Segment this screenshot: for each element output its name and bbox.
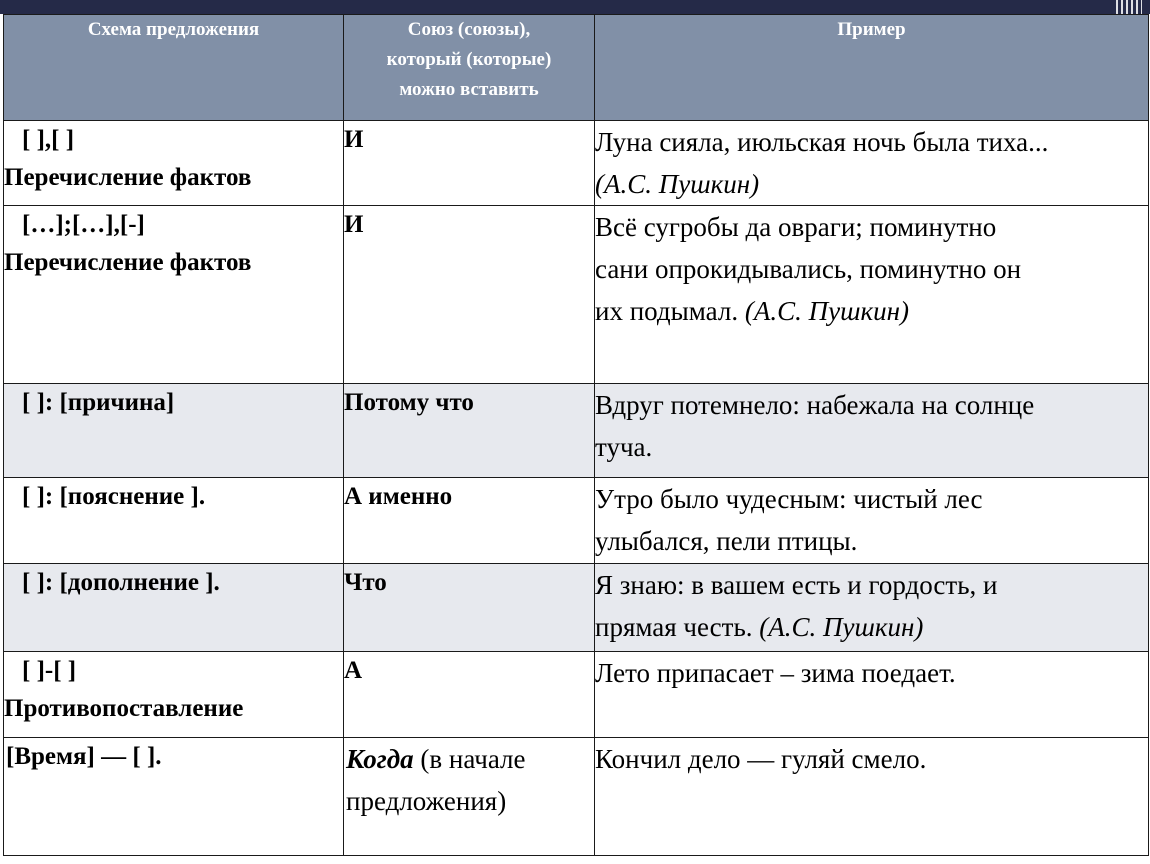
scheme-cell (4, 738, 344, 856)
example-cell (595, 206, 1149, 384)
example-text: их подымал. (595, 296, 745, 326)
table-row (4, 384, 1149, 478)
conjunction: Когда (346, 744, 414, 774)
example-author: (А.С. Пушкин) (744, 296, 909, 326)
conjunction-cell (344, 564, 595, 652)
conjunction: А (344, 657, 363, 684)
example-text: Утро было чудесным: чистый лес (595, 484, 983, 514)
example-text: прямая честь. (595, 612, 760, 642)
example-text: Лето припасает – зима поедает. (595, 658, 956, 688)
conjunction-cell (344, 478, 595, 564)
table-row (4, 564, 1149, 652)
conjunction-note: (в начале (413, 744, 526, 774)
corner-ornament (1116, 0, 1142, 14)
conjunction: И (344, 126, 364, 153)
example-author: (А.С. Пушкин) (759, 612, 924, 642)
example-text: Кончил дело — гуляй смело. (595, 744, 927, 774)
scheme-formula: [Время] — [ ]. (6, 743, 162, 770)
header-scheme: Схема предложения (4, 15, 344, 121)
example-text: Луна сияла, июльская ночь была тиха... (595, 127, 1049, 157)
table-row (4, 738, 1149, 856)
table-row (4, 121, 1149, 206)
conjunction: Потому что (344, 389, 474, 416)
conjunction: И (344, 211, 364, 238)
slide-top-bar (0, 0, 1150, 14)
sentence-schema-table (3, 14, 1149, 856)
scheme-label: Перечисление фактов (4, 164, 252, 191)
example-cell (595, 121, 1149, 206)
scheme-label: Перечисление фактов (4, 249, 252, 276)
conjunction: А именно (344, 483, 453, 510)
conjunction-cell (344, 384, 595, 478)
header-conjunction: Союз (союзы), который (которые) можно вставить (344, 15, 595, 121)
scheme-formula: [ ]-[ ] (22, 657, 77, 684)
scheme-cell (4, 384, 344, 478)
scheme-cell (4, 652, 344, 738)
example-cell (595, 564, 1149, 652)
example-cell (595, 478, 1149, 564)
conjunction-cell (344, 738, 595, 856)
example-text: Вдруг потемнело: набежала на солнце (595, 390, 1035, 420)
example-text: Я знаю: в вашем есть и гордость, и (595, 570, 998, 600)
scheme-formula: [ ],[ ] (22, 126, 75, 153)
example-text: Всё сугробы да овраги; поминутно (595, 212, 997, 242)
example-cell (595, 738, 1149, 856)
table-row (4, 206, 1149, 384)
scheme-cell (4, 121, 344, 206)
conjunction-cell (344, 652, 595, 738)
example-author: (А.С. Пушкин) (595, 169, 760, 199)
scheme-formula: [ ]: [дополнение ]. (22, 569, 220, 596)
scheme-cell (4, 564, 344, 652)
scheme-formula: [ ]: [пояснение ]. (22, 483, 206, 510)
scheme-formula: […];[…],[-] (22, 211, 145, 238)
example-text: сани опрокидывались, поминутно он (595, 254, 1022, 284)
example-text: туча. (595, 432, 653, 462)
example-cell (595, 384, 1149, 478)
scheme-cell (4, 206, 344, 384)
table-row (4, 652, 1149, 738)
conjunction-cell (344, 121, 595, 206)
conjunction-cell (344, 206, 595, 384)
scheme-label: Противопоставление (4, 695, 244, 722)
scheme-formula: [ ]: [причина] (22, 389, 175, 416)
table-row (4, 478, 1149, 564)
scheme-cell (4, 478, 344, 564)
table-header-row (4, 15, 1149, 121)
example-text: улыбался, пели птицы. (595, 526, 858, 556)
header-example: Пример (595, 15, 1149, 121)
example-cell (595, 652, 1149, 738)
conjunction-note: предложения) (346, 786, 507, 816)
conjunction: Что (344, 569, 387, 596)
